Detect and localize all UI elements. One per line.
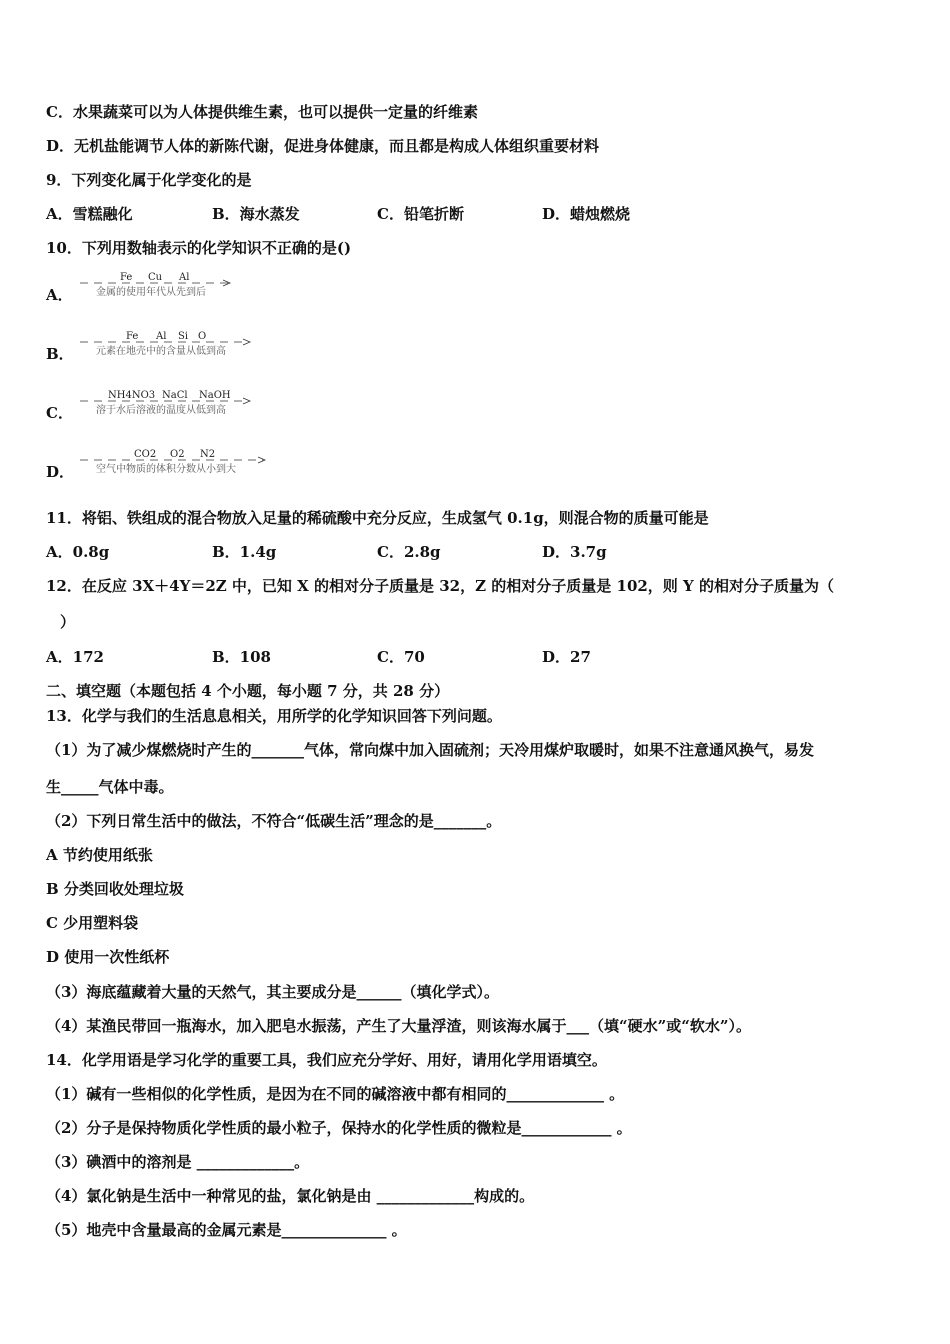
q10-option-b-axis: [78, 327, 268, 361]
q8-option-c: C．水果蔬菜可以为人体提供维生素，也可以提供一定量的纤维素: [46, 103, 478, 121]
q10-option-c-label: C．: [46, 404, 73, 422]
q9-stem: 9．下列变化属于化学变化的是: [46, 171, 252, 189]
q11-stem: 11．将铝、铁组成的混合物放入足量的稀硫酸中充分反应，生成氢气 0.1g，则混合物的质量可能是: [46, 509, 709, 527]
q9-option-a: A．雪糕融化: [46, 205, 133, 223]
axis-item: O: [198, 331, 207, 342]
axis-caption: 溶于水后溶液的温度从低到高: [96, 405, 226, 416]
q14-part5: （5）地壳中含量最高的金属元素是______________ 。: [46, 1221, 407, 1239]
q13-part1-line1: （1）为了减少煤燃烧时产生的_______气体，常向煤中加入固硫剂；天冷用煤炉取暖时，如果不注意通风换气，易发: [46, 741, 814, 759]
axis-caption: 金属的使用年代从先到后: [96, 287, 206, 298]
q13-stem: 13．化学与我们的生活息息相关，用所学的化学知识回答下列问题。: [46, 707, 502, 725]
axis-item: NaCl: [162, 390, 188, 401]
q10-option-a-axis: [78, 268, 258, 302]
axis-item: Al: [156, 331, 167, 342]
axis-item: Si: [178, 331, 189, 342]
q12-option-b: B．108: [212, 648, 271, 666]
q10-option-a-label: A．: [46, 286, 73, 304]
axis-item: Cu: [148, 272, 163, 283]
q13-part2-option-c: C 少用塑料袋: [46, 914, 139, 932]
axis-item: NaOH: [199, 390, 231, 401]
q14-stem: 14．化学用语是学习化学的重要工具，我们应充分学好、用好，请用化学用语填空。: [46, 1051, 607, 1069]
section-title: 二、填空题（本题包括 4 个小题，每小题 7 分，共 28 分）: [46, 682, 450, 700]
q10-option-d-label: D．: [46, 463, 75, 481]
q9-option-b: B．海水蒸发: [212, 205, 300, 223]
axis-item: NH4NO3: [108, 390, 156, 401]
axis-caption: 元素在地壳中的含量从低到高: [96, 346, 226, 357]
q14-part1: （1）碱有一些相似的化学性质，是因为在不同的碱溶液中都有相同的_____________ 。: [46, 1085, 625, 1103]
q10-stem: 10．下列用数轴表示的化学知识不正确的是(): [46, 239, 352, 257]
q10-option-b-label: B．: [46, 345, 74, 363]
q11-option-b: B．1.4g: [212, 543, 277, 561]
axis-item: Fe: [120, 272, 133, 283]
axis-item: Al: [179, 272, 190, 283]
q13-part2-option-d: D 使用一次性纸杯: [46, 948, 170, 966]
q12-stem: 12．在反应 3X＋4Y＝2Z 中，已知 X 的相对分子质量是 32，Z 的相对分子质量是 102，则 Y 的相对分子质量为（: [46, 577, 834, 595]
q11-option-a: A．0.8g: [46, 543, 110, 561]
q14-part4: （4）氯化钠是生活中一种常见的盐，氯化钠是由 _____________构成的。: [46, 1187, 535, 1205]
q13-part2-option-b: B 分类回收处理垃圾: [46, 880, 184, 898]
q12-option-a: A．172: [46, 648, 104, 666]
q12-option-d: D．27: [542, 648, 591, 666]
axis-item: O2: [170, 449, 185, 460]
q13-part3: （3）海底蕴藏着大量的天然气，其主要成分是______（填化学式）。: [46, 983, 499, 1001]
q9-option-c: C．铅笔折断: [377, 205, 464, 223]
axis-caption: 空气中物质的体积分数从小到大: [96, 464, 236, 475]
q10-option-c-axis: [78, 386, 268, 420]
axis-item: N2: [200, 449, 216, 460]
q13-part2: （2）下列日常生活中的做法，不符合“低碳生活”理念的是_______。: [46, 812, 502, 830]
q13-part1-line2: 生_____气体中毒。: [46, 778, 174, 796]
q14-part2: （2）分子是保持物质化学性质的最小粒子，保持水的化学性质的微粒是____________ 。: [46, 1119, 632, 1137]
q12-option-c: C．70: [377, 648, 425, 666]
q12-stem-end: ）: [60, 613, 76, 631]
axis-item: CO2: [134, 449, 157, 460]
axis-item: Fe: [126, 331, 139, 342]
q13-part2-option-a: A 节约使用纸张: [46, 846, 153, 864]
q14-part3: （3）碘酒中的溶剂是 _____________。: [46, 1153, 310, 1171]
q9-option-d: D．蜡烛燃烧: [542, 205, 631, 223]
q13-part4: （4）某渔民带回一瓶海水，加入肥皂水振荡，产生了大量浮渣，则该海水属于___（填“硬水”或“软水”）。: [46, 1017, 751, 1035]
q11-option-c: C．2.8g: [377, 543, 441, 561]
q11-option-d: D．3.7g: [542, 543, 607, 561]
q10-option-d-axis: [78, 445, 278, 479]
q8-option-d: D．无机盐能调节人体的新陈代谢，促进身体健康，而且都是构成人体组织重要材料: [46, 137, 600, 155]
